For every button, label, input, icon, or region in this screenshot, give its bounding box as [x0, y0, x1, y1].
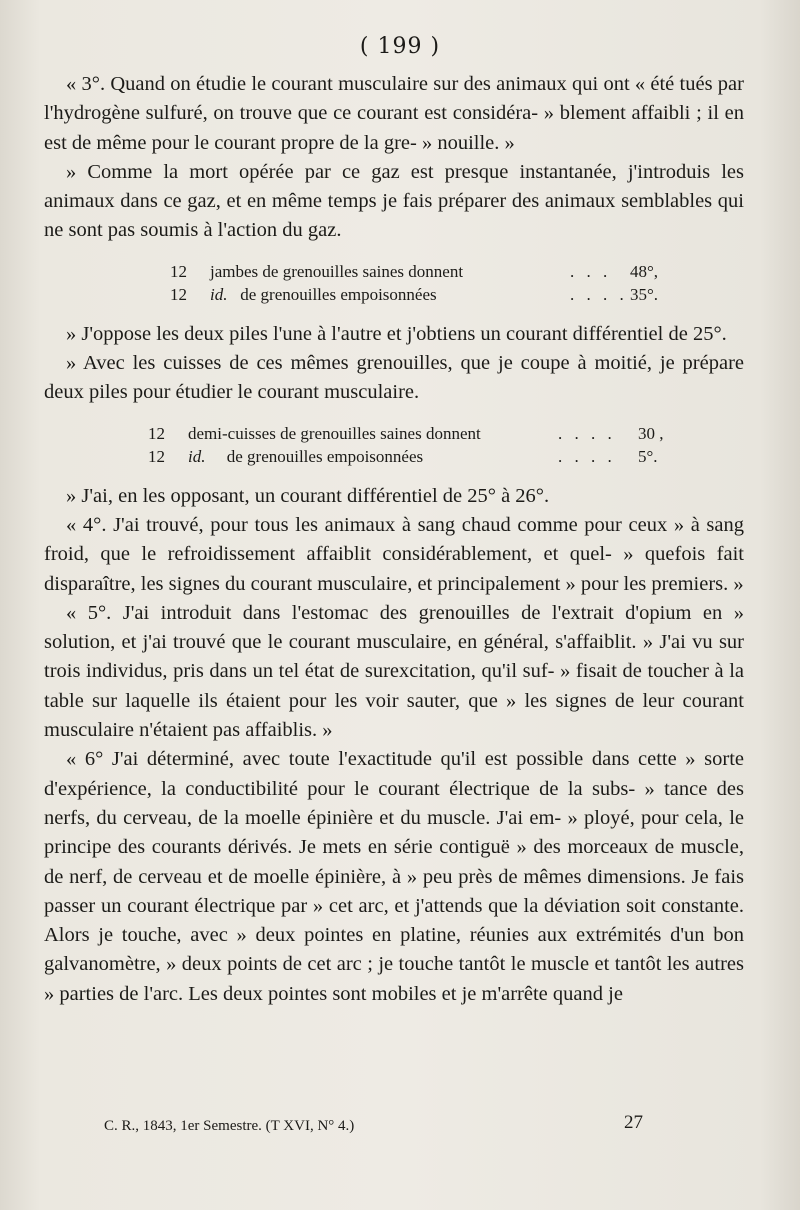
row-label: demi-cuisses de grenouilles saines donnent	[188, 423, 481, 443]
row-label: jambes de grenouilles saines donnent	[210, 261, 464, 281]
row-value: 35°.	[630, 284, 659, 304]
frog-legs-table	[170, 260, 744, 306]
signature-mark: C. R., 1843, 1er Semestre. (T XVI, N° 4.)	[104, 1118, 355, 1134]
count: 12	[170, 261, 187, 281]
leader-dots: . . . .	[570, 284, 628, 304]
row-label	[210, 283, 570, 306]
paragraph-5: « 5°. J'ai introduit dans l'estomac des grenouilles de l'extrait d'opium en » solution, et j'ai trouvé que le courant musculaire, en général, s'affaiblit. » J'ai vu sur trois individus, pris dans un tel état de surexcitation, qu'il suf- » fisait de toucher à la table sur laquelle ils étaient pour les voir sauter, que » les signes de leur courant musculaire n'étaient pas affaiblis. »	[44, 601, 744, 742]
row-value: 48°,	[630, 261, 659, 281]
paragraph-oppose: » J'oppose les deux piles l'une à l'autre et j'obtiens un courant différentiel de 25°.	[66, 322, 727, 345]
table-row	[148, 422, 744, 445]
half-thighs-table	[148, 422, 744, 468]
count: 12	[170, 284, 187, 304]
table-row	[148, 445, 744, 468]
table-row	[170, 283, 744, 306]
paragraph-cuisses: » Avec les cuisses de ces mêmes grenouilles, que je coupe à moitié, je prépare deux piles pour étudier le courant musculaire.	[44, 352, 744, 404]
paragraph-4: « 4°. J'ai trouvé, pour tous les animaux à sang chaud comme pour ceux » à sang froid, que le refroidissement affaiblit considérablement, et quel- » quefois fait disparaître, les signes du courant musculaire, et principalement » pour les premiers. »	[44, 513, 744, 595]
id-abbrev: id.	[210, 284, 228, 304]
leader-dots: . . .	[570, 261, 612, 281]
row-label-text: de grenouilles empoisonnées	[226, 446, 424, 466]
row-label-text: de grenouilles empoisonnées	[240, 284, 437, 304]
paragraph-differential: » J'ai, en les opposant, un courant différentiel de 25° à 26°.	[66, 484, 550, 507]
paragraph-3: « 3°. Quand on étudie le courant musculaire sur des animaux qui ont « été tués par l'hydrogène sulfuré, on trouve que ce courant est considéra- » blement affaibli ; il en est de même pour le courant propre de la gre- » nouille. »	[44, 73, 744, 154]
row-value: 5°.	[638, 446, 658, 466]
row-label	[188, 445, 558, 468]
leader-dots: . . . .	[558, 423, 616, 443]
table-row	[170, 260, 744, 283]
page-number: ( 199 )	[359, 34, 441, 59]
row-value: 30 ,	[638, 423, 664, 443]
leader-dots: . . . .	[558, 446, 616, 466]
sheet-number: 27	[624, 1112, 643, 1133]
id-abbrev: id.	[188, 446, 206, 466]
paragraph-6: « 6° J'ai déterminé, avec toute l'exactitude qu'il est possible dans cette » sorte d'expérience, la conductibilité pour le courant électrique de la subs- » tance des nerfs, du cerveau, de la moelle épinière et du muscle. J'ai em- » ployé, pour cela, le principe des courants dérivés. Je mets en série contiguë » des morceaux de muscle, de nerf, de cerveau et de moelle épinière, à » peu près de mêmes dimensions. Je fais passer un courant électrique par » cet arc, et j'attends que la déviation soit constante. Alors je touche, avec » deux pointes en platine, réunies aux extrémités d'un bon galvanomètre, » deux points de cet arc ; je touche tantôt le muscle et tantôt les autres » parties de l'arc. Les deux pointes sont mobiles et je m'arrête quand je	[44, 748, 744, 1005]
count: 12	[148, 423, 165, 443]
paragraph-gas: » Comme la mort opérée par ce gaz est presque instantanée, j'introduis les animaux dans ce gaz, et en même temps je fais préparer des animaux semblables qui ne sont pas soumis à l'action du gaz.	[44, 160, 744, 242]
count: 12	[148, 446, 165, 466]
page-body	[44, 70, 744, 1009]
